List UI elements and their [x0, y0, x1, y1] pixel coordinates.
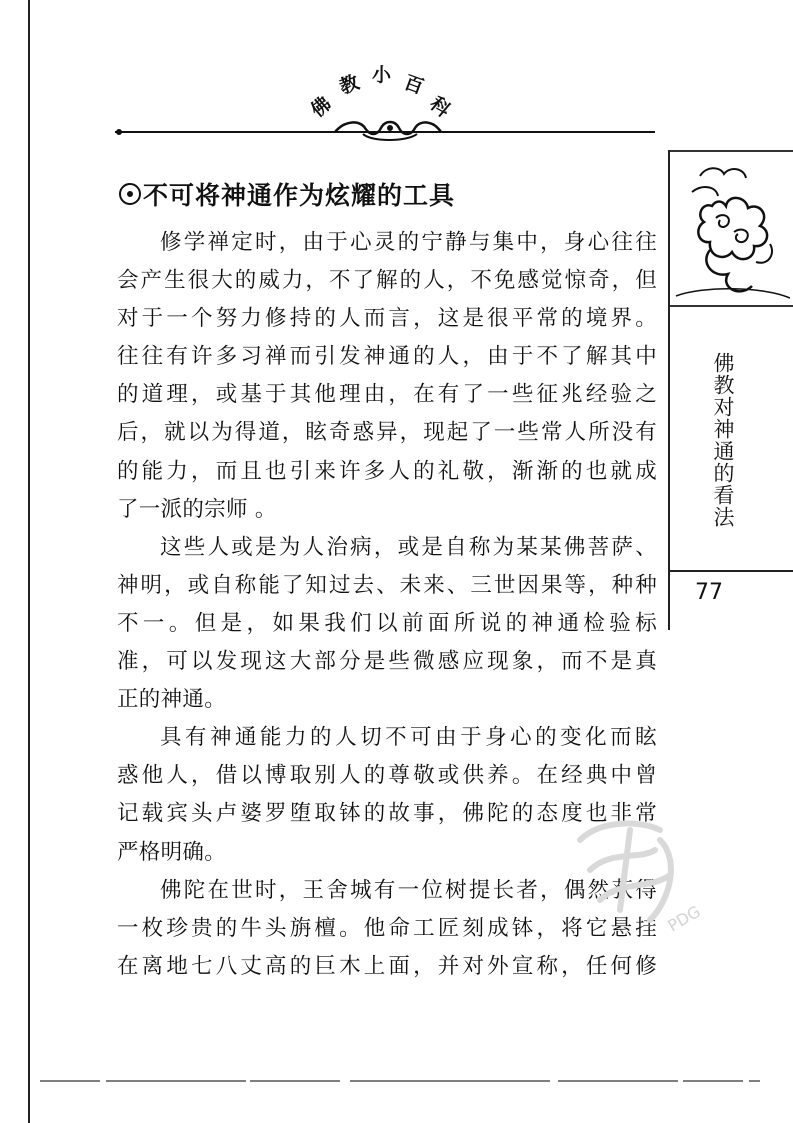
body-line: 正的神通。	[117, 687, 227, 713]
body-line: 这些人或是为人治病，或是自称为某某佛菩萨、	[160, 534, 657, 560]
body-line: 具有神通能力的人切不可由于身心的变化而眩	[160, 725, 657, 751]
body-line: 在离地七八丈高的巨木上面，并对外宣称，任何修	[117, 953, 657, 979]
book-title-char: 科	[425, 92, 455, 122]
book-title-char: 小	[372, 64, 392, 86]
circle-bullet-icon	[119, 183, 141, 205]
book-title-char: 教	[336, 71, 363, 99]
body-line: 严格明确。	[117, 839, 227, 865]
body-line: 佛陀在世时，王舍城有一位树提长者，偶然获得	[160, 877, 657, 903]
cloud-ornament-icon	[672, 158, 790, 308]
book-title-char: 百	[400, 71, 427, 99]
bottom-scan-rule	[40, 1077, 760, 1085]
body-line: 惑他人，借以博取别人的尊敬或供养。在经典中曾	[117, 763, 657, 789]
body-line: 记载宾头卢婆罗堕取钵的故事，佛陀的态度也非常	[117, 801, 657, 827]
body-line: 修学禅定时，由于心灵的宁静与集中，身心往往	[160, 230, 657, 255]
page-number: 77	[695, 580, 723, 605]
body-line: 不一。但是，如果我们以前面所说的神通检验标	[117, 610, 657, 636]
sidebar-top-rule	[668, 150, 793, 152]
section-heading-text: 不可将神通作为炫耀的工具	[143, 181, 456, 210]
section-heading	[119, 176, 455, 212]
body-line: 一枚珍贵的牛头旃檀。他命工匠刻成钵，将它悬挂	[117, 915, 657, 941]
library-watermark-seal	[560, 800, 710, 950]
body-line: 对于一个努力修持的人而言，这是很平常的境界。	[117, 306, 657, 332]
body-line: 的道理，或基于其他理由，在有了一些征兆经验之	[117, 382, 657, 408]
body-line: 了一派的宗师 。	[117, 496, 277, 522]
watermark-text: PDG	[664, 901, 704, 936]
sidebar-ornament-rule	[670, 305, 793, 307]
book-title-char: 佛	[306, 92, 336, 122]
body-line: 往往有许多习禅而引发神通的人，由于不了解其中	[117, 344, 657, 370]
body-line: 的能力，而且也引来许多人的礼敬，渐渐的也就成	[117, 458, 657, 484]
sidebar-vertical-rule	[668, 150, 670, 630]
sidebar-page-rule	[670, 570, 793, 572]
body-line: 后，就以为得道，眩奇惑异，现起了一些常人所没有	[117, 420, 657, 446]
header-ornament-rule	[115, 114, 655, 144]
body-line: 准，可以发现这大部分是些微感应现象，而不是真	[117, 649, 657, 675]
scan-left-edge	[28, 0, 30, 1123]
chapter-title: 佛教对神通的看法	[711, 352, 735, 528]
body-line: 神明，或自称能了知过去、未来、三世因果等，种种	[117, 572, 657, 598]
body-line: 会产生很大的威力，不了解的人，不免感觉惊奇，但	[117, 268, 657, 294]
